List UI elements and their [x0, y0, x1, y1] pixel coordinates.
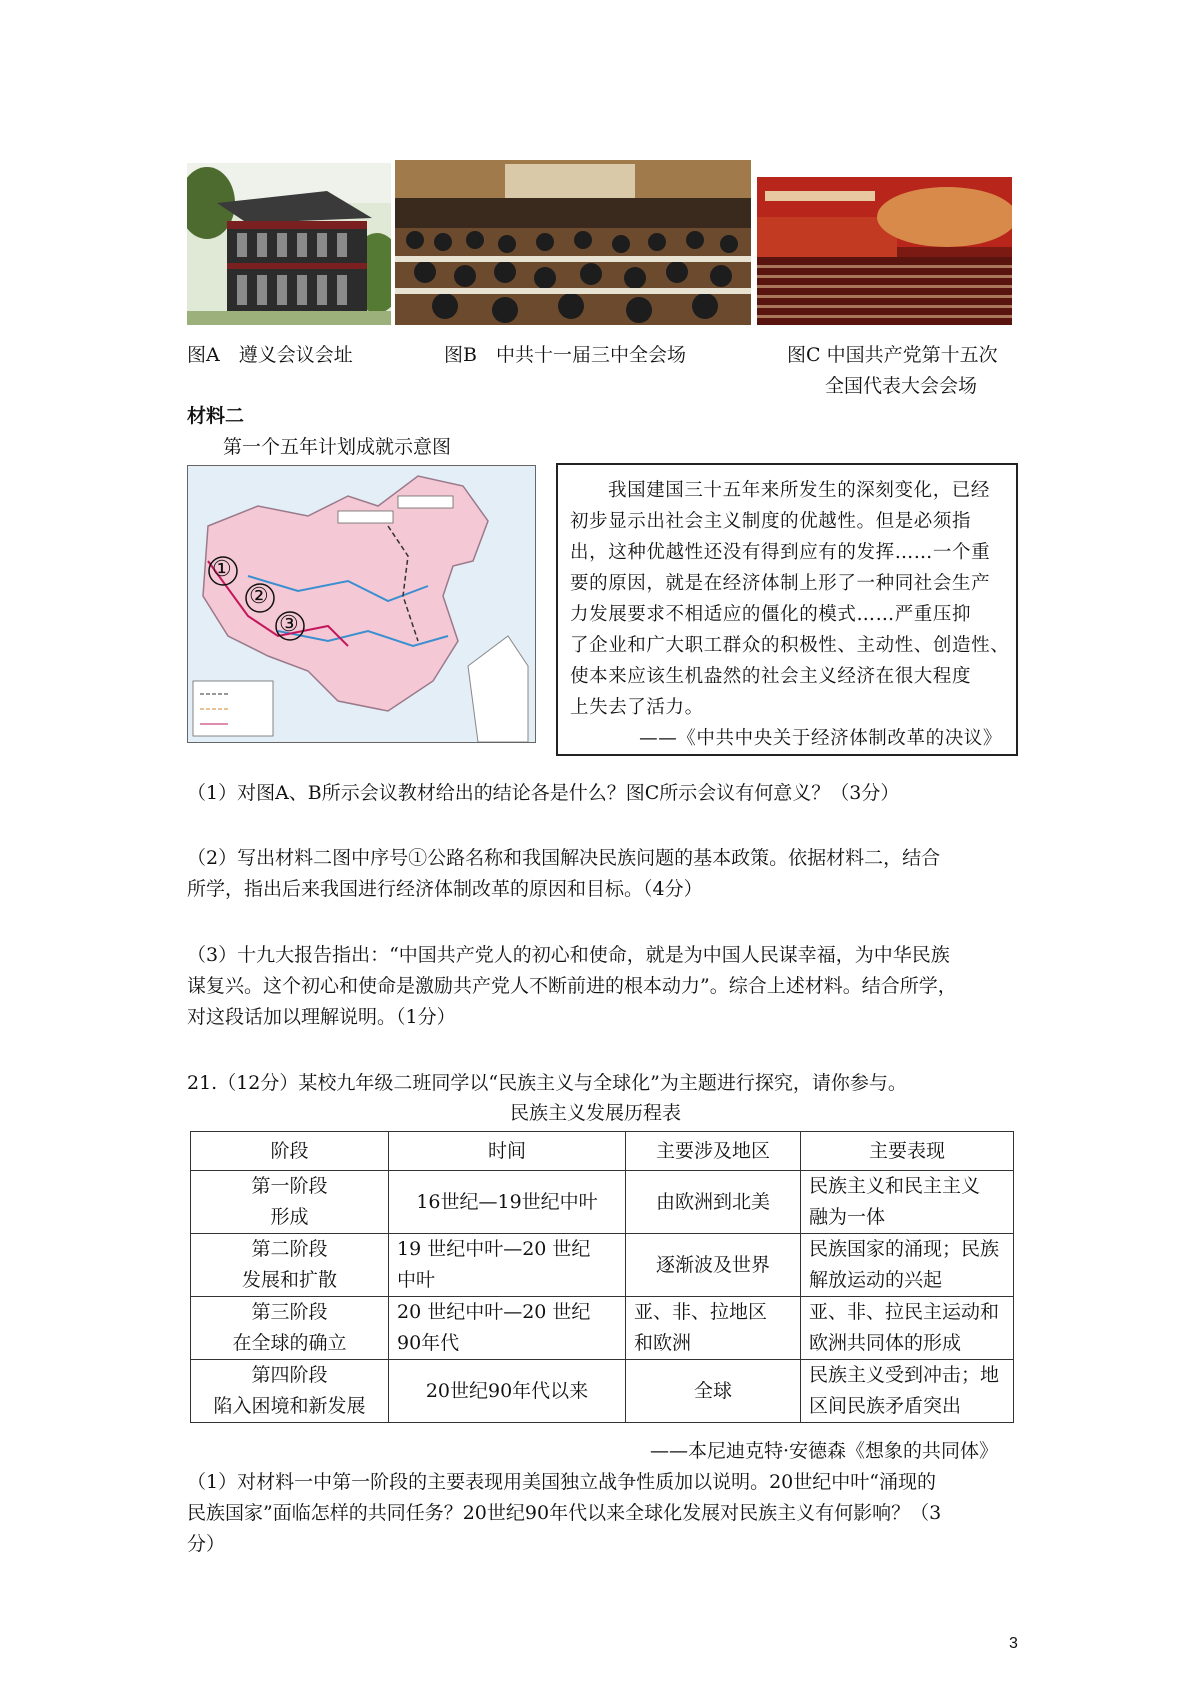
quote-line: 要的原因，就是在经济体制上形了一种同社会生产	[570, 573, 991, 594]
question-20-3-line2: 谋复兴。这个初心和使命是激励共产党人不断前进的根本动力”。综合上述材料。结合所学，	[187, 975, 957, 997]
table-row	[191, 1234, 1014, 1297]
caption-fig-b: 图B 中共十一届三中全会场	[444, 344, 686, 366]
time-line2: 中叶	[397, 1269, 436, 1291]
question-21-1-line3: 分）	[187, 1533, 226, 1555]
quote-line: 出，这种优越性还没有得到应有的发挥……一个重	[570, 542, 991, 563]
region-cell: 由欧洲到北美	[655, 1190, 770, 1213]
nationalism-history-table	[190, 1131, 1014, 1423]
table-row	[191, 1360, 1014, 1423]
stage-desc: 发展和扩散	[241, 1269, 337, 1291]
time-line1: 19 世纪中叶—20 世纪	[397, 1238, 591, 1260]
stage-desc: 在全球的确立	[232, 1332, 347, 1354]
photo-zunyi-site	[187, 163, 391, 325]
time-line2: 90年代	[397, 1332, 460, 1354]
quote-line: 我国建国三十五年来所发生的深刻变化，已经	[608, 480, 991, 501]
region-line2: 和欧洲	[634, 1332, 692, 1354]
perf-line1: 亚、非、拉民主运动和	[809, 1301, 1000, 1323]
region-cell: 逐渐波及世界	[655, 1253, 770, 1276]
time-cell: 16世纪—19世纪中叶	[416, 1190, 598, 1213]
photo-15th-congress	[757, 177, 1012, 325]
table-source: ——本尼迪克特·安德森《想象的共同体》	[650, 1440, 999, 1462]
stage-desc: 陷入困境和新发展	[213, 1395, 366, 1417]
map-marker-1: ①	[212, 557, 232, 582]
question-21-1-line2: 民族国家”面临怎样的共同任务？20世纪90年代以来全球化发展对民族主义有何影响？（3	[187, 1502, 942, 1524]
perf-line2: 欧洲共同体的形成	[809, 1332, 962, 1354]
table-row	[191, 1171, 1014, 1234]
header-performance: 主要表现	[801, 1132, 1014, 1171]
caption-fig-c-line1: 图C 中国共产党第十五次	[787, 344, 998, 366]
perf-line1: 民族国家的涌现；民族	[809, 1238, 1000, 1260]
map-title: 第一个五年计划成就示意图	[223, 436, 452, 458]
question-20-2-line2: 所学，指出后来我国进行经济体制改革的原因和目标。（4分）	[187, 878, 703, 900]
photo-third-plenum	[395, 160, 751, 325]
time-cell: 20世纪90年代以来	[425, 1379, 589, 1402]
region-cell: 全球	[693, 1379, 732, 1402]
table-title: 民族主义发展历程表	[510, 1102, 682, 1124]
question-21-intro: 21.（12分）某校九年级二班同学以“民族主义与全球化”为主题进行探究，请你参与。	[187, 1072, 907, 1094]
question-20-3-line1: （3）十九大报告指出：“中国共产党人的初心和使命，就是为中国人民谋幸福，为中华民族	[187, 944, 950, 966]
page-number: 3	[1009, 1635, 1018, 1652]
stage-name: 第四阶段	[251, 1364, 328, 1386]
stage-desc: 形成	[270, 1206, 309, 1228]
perf-line1: 民族主义和民主主义	[809, 1175, 981, 1197]
reform-resolution-quote	[556, 463, 1018, 756]
stage-name: 第一阶段	[251, 1175, 328, 1197]
question-21-1-line1: （1）对材料一中第一阶段的主要表现用美国独立战争性质加以说明。20世纪中叶“涌现的	[187, 1471, 936, 1493]
question-20-2-line1: （2）写出材料二图中序号①公路名称和我国解决民族问题的基本政策。依据材料二，结合	[187, 847, 941, 869]
perf-line2: 融为一体	[809, 1206, 886, 1228]
question-20-3-line3: 对这段话加以理解说明。（1分）	[187, 1006, 456, 1028]
caption-fig-a: 图A 遵义会议会址	[187, 344, 353, 366]
time-line1: 20 世纪中叶—20 世纪	[397, 1301, 591, 1323]
header-stage: 阶段	[191, 1132, 389, 1171]
map-marker-3: ③	[279, 612, 299, 637]
stage-name: 第三阶段	[251, 1301, 328, 1323]
perf-line1: 民族主义受到冲击；地	[809, 1364, 1000, 1386]
quote-line: 力发展要求不相适应的僵化的模式……严重压抑	[570, 604, 972, 625]
stage-name: 第二阶段	[251, 1238, 328, 1260]
map-marker-2: ②	[249, 584, 269, 609]
five-year-plan-map	[187, 465, 536, 743]
table-row	[191, 1297, 1014, 1360]
question-20-1: （1）对图A、B所示会议教材给出的结论各是什么？图C所示会议有何意义？（3分）	[187, 782, 900, 804]
quote-source: ——《中共中央关于经济体制改革的决议》	[639, 728, 1002, 749]
caption-fig-c-line2: 全国代表大会会场	[825, 375, 978, 397]
region-line1: 亚、非、拉地区	[634, 1301, 768, 1323]
quote-line: 使本来应该生机盎然的社会主义经济在很大程度	[570, 666, 972, 687]
perf-line2: 解放运动的兴起	[809, 1269, 943, 1291]
header-region: 主要涉及地区	[626, 1132, 801, 1171]
quote-line: 了企业和广大职工群众的积极性、主动性、创造性、	[570, 635, 1010, 656]
material-heading: 材料二	[187, 406, 245, 427]
perf-line2: 区间民族矛盾突出	[809, 1395, 962, 1417]
quote-line: 初步显示出社会主义制度的优越性。但是必须指	[570, 511, 972, 532]
table-header-row	[191, 1132, 1014, 1171]
header-time: 时间	[389, 1132, 626, 1171]
quote-line: 上失去了活力。	[570, 697, 704, 718]
